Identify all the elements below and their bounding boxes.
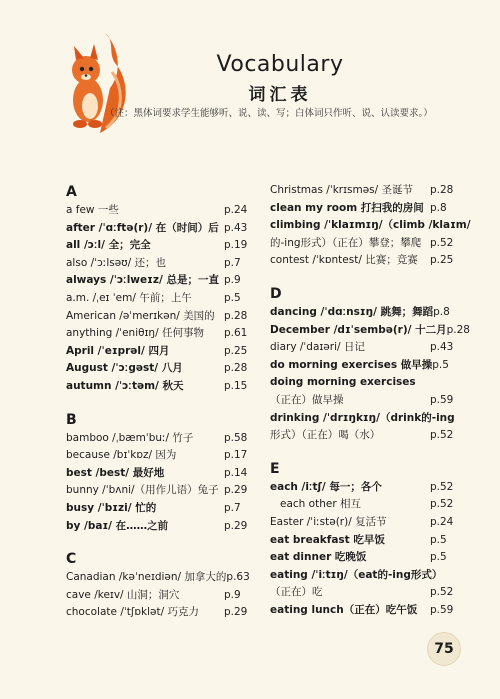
entry-text: eating lunch（正在）吃午饭 bbox=[270, 603, 418, 616]
vocabulary-entry bbox=[66, 500, 254, 518]
entry-page-ref: p.43 bbox=[430, 341, 454, 354]
entry-page-ref: p.7 bbox=[224, 256, 241, 269]
vocabulary-entry bbox=[66, 237, 254, 255]
vocabulary-entry bbox=[66, 465, 254, 483]
entry-page-ref: p.28 bbox=[224, 309, 248, 322]
vocabulary-entry bbox=[270, 304, 460, 322]
section-gap bbox=[270, 270, 460, 284]
vocabulary-entry bbox=[270, 496, 460, 514]
entry-text: 的-ing形式）（正在）攀登；攀爬 bbox=[270, 236, 422, 249]
entry-page-ref: p.52 bbox=[430, 498, 454, 511]
vocabulary-entry bbox=[270, 584, 460, 602]
vocabulary-entry bbox=[270, 182, 460, 200]
entry-text: contest /ˈkɒntest/ 比赛；竞赛 bbox=[270, 254, 418, 267]
entry-text: August /ˈɔːgəst/ 八月 bbox=[66, 362, 183, 375]
entry-text: each other 相互 bbox=[280, 498, 361, 511]
vocabulary-entry bbox=[270, 357, 460, 375]
entry-text: climbing /ˈklaɪmɪŋ/（climb /klaɪm/ bbox=[270, 219, 471, 232]
vocabulary-entry bbox=[66, 343, 254, 361]
vocabulary-entry bbox=[66, 587, 254, 605]
vocabulary-entry bbox=[270, 392, 460, 410]
entry-page-ref: p.9 bbox=[224, 588, 241, 601]
entry-text: because /bɪˈkɒz/ 因为 bbox=[66, 449, 177, 462]
entry-text: bamboo /ˌbæmˈbuː/ 竹子 bbox=[66, 431, 194, 444]
vocabulary-entry bbox=[270, 217, 471, 235]
entry-text: eat dinner 吃晚饭 bbox=[270, 551, 367, 564]
entry-text: doing morning exercises bbox=[270, 376, 416, 389]
page-number: 75 bbox=[427, 632, 461, 666]
entry-page-ref: p.28 bbox=[430, 184, 454, 196]
entry-page-ref: p.24 bbox=[430, 515, 454, 528]
entry-page-ref: p.43 bbox=[224, 221, 248, 234]
entry-text: diary /ˈdaɪəri/ 日记 bbox=[270, 341, 365, 354]
section-letter: D bbox=[270, 285, 282, 302]
vocabulary-entry bbox=[270, 549, 460, 567]
entry-text: eat breakfast 吃早饭 bbox=[270, 533, 385, 546]
entry-text: chocolate /ˈtʃɒklət/ 巧克力 bbox=[66, 606, 199, 619]
section-letter: A bbox=[66, 184, 77, 200]
entry-page-ref: p.58 bbox=[224, 431, 248, 444]
vocabulary-entry bbox=[270, 374, 460, 392]
entry-text: best /best/ 最好地 bbox=[66, 466, 165, 479]
entry-text: eating /ˈiːtɪŋ/（eat的-ing形式） bbox=[270, 568, 443, 581]
page-title: Vocabulary bbox=[216, 52, 344, 77]
vocabulary-entry bbox=[270, 235, 460, 253]
section-letter: B bbox=[66, 411, 77, 428]
entry-page-ref: p.14 bbox=[224, 466, 248, 479]
section-gap bbox=[66, 396, 254, 410]
entry-page-ref: p.19 bbox=[224, 239, 248, 252]
vocabulary-entry bbox=[66, 255, 254, 273]
entry-page-ref: p.5 bbox=[430, 551, 447, 564]
vocabulary-column-right bbox=[270, 182, 471, 619]
vocabulary-entry bbox=[270, 567, 460, 585]
vocabulary-entry bbox=[66, 518, 254, 536]
entry-text: Canadian /kəˈneɪdiən/ 加拿大的 bbox=[66, 571, 227, 584]
vocabulary-entry bbox=[270, 252, 460, 270]
entry-text: also /ˈɔːlsəʊ/ 还；也 bbox=[66, 256, 167, 269]
vocabulary-entry bbox=[66, 447, 254, 465]
entry-text: after /ˈɑːftə(r)/ 在（时间）后 bbox=[66, 221, 219, 234]
entry-page-ref: p.29 bbox=[224, 606, 248, 619]
entry-text: drinking /ˈdrɪŋkɪŋ/（drink的-ing bbox=[270, 411, 455, 424]
vocabulary-entry bbox=[270, 479, 460, 497]
entry-text: bunny /ˈbʌni/（用作儿语）兔子 bbox=[66, 484, 219, 497]
page-subtitle: 词汇表 bbox=[248, 85, 312, 105]
vocabulary-entry bbox=[66, 482, 254, 500]
entry-page-ref: p.29 bbox=[224, 484, 248, 497]
entry-text: dancing /ˈdɑːnsɪŋ/ 跳舞；舞蹈 bbox=[270, 305, 434, 318]
entry-page-ref: p.28 bbox=[224, 362, 248, 375]
entry-text: American /əˈmerɪkən/ 美国的 bbox=[66, 309, 215, 322]
entry-page-ref: p.52 bbox=[430, 480, 454, 493]
entry-text: do morning exercises 做早操 bbox=[270, 358, 433, 371]
vocabulary-entry bbox=[66, 360, 254, 378]
section-letter: E bbox=[270, 460, 280, 477]
entry-page-ref: p.61 bbox=[224, 327, 248, 340]
vocabulary-note: （注：黑体词要求学生能够听、说、读、写；白体词只作听、说、认读要求。） bbox=[105, 108, 433, 119]
vocabulary-entry bbox=[66, 569, 254, 587]
vocabulary-entry bbox=[66, 378, 254, 396]
entry-text: busy /ˈbɪzi/ 忙的 bbox=[66, 501, 157, 514]
entry-page-ref: p.8 bbox=[433, 305, 450, 318]
vocabulary-entry bbox=[270, 200, 460, 218]
vocabulary-entry bbox=[66, 202, 254, 220]
vocabulary-entry bbox=[66, 220, 254, 238]
entry-text: （正在）吃 bbox=[270, 586, 323, 599]
entry-text: cave /keɪv/ 山洞；洞穴 bbox=[66, 588, 180, 601]
entry-text: December /dɪˈsembə(r)/ 十二月 bbox=[270, 323, 447, 336]
entry-page-ref: p.5 bbox=[432, 358, 449, 371]
section-letter: C bbox=[66, 551, 77, 568]
section-gap bbox=[270, 445, 460, 459]
vocabulary-entry bbox=[66, 272, 254, 290]
entry-page-ref: p.63 bbox=[226, 571, 250, 584]
vocabulary-entry bbox=[270, 427, 460, 445]
entry-text: anything /ˈeniθɪŋ/ 任何事物 bbox=[66, 327, 204, 340]
entry-page-ref: p.52 bbox=[430, 429, 454, 442]
entry-page-ref: p.52 bbox=[430, 586, 454, 599]
entry-page-ref: p.59 bbox=[430, 603, 454, 616]
entry-page-ref: p.5 bbox=[430, 533, 447, 546]
entry-text: by /baɪ/ 在……之前 bbox=[66, 519, 169, 532]
entry-text: a.m. /ˌeɪ ˈem/ 午前；上午 bbox=[66, 291, 192, 304]
entry-page-ref: p.15 bbox=[224, 379, 248, 392]
entry-text: each /iːtʃ/ 每一；各个 bbox=[270, 480, 382, 493]
entry-text: （正在）做早操 bbox=[270, 393, 344, 406]
entry-text: all /ɔːl/ 全；完全 bbox=[66, 239, 151, 252]
entry-page-ref: p.29 bbox=[224, 519, 248, 532]
entry-text: always /ˈɔːlweɪz/ 总是；一直 bbox=[66, 274, 219, 287]
vocabulary-entry bbox=[270, 322, 470, 340]
entry-page-ref: p.7 bbox=[224, 501, 241, 514]
entry-page-ref: p.17 bbox=[224, 449, 248, 462]
entry-page-ref: p.9 bbox=[224, 274, 241, 287]
vocabulary-entry bbox=[270, 339, 460, 357]
entry-page-ref: p.25 bbox=[224, 344, 248, 357]
entry-page-ref: p.59 bbox=[430, 393, 454, 406]
entry-page-ref: p.52 bbox=[430, 236, 454, 249]
vocabulary-column-left bbox=[66, 182, 254, 622]
entry-text: Christmas /ˈkrɪsməs/ 圣诞节 bbox=[270, 184, 414, 196]
vocabulary-entry bbox=[66, 325, 254, 343]
vocabulary-entry bbox=[270, 410, 460, 428]
section-gap bbox=[66, 535, 254, 549]
vocabulary-entry bbox=[270, 602, 460, 620]
entry-text: clean my room 打扫我的房间 bbox=[270, 201, 424, 214]
vocabulary-entry bbox=[270, 514, 460, 532]
vocabulary-entry bbox=[66, 290, 254, 308]
entry-text: autumn /ˈɔːtəm/ 秋天 bbox=[66, 379, 184, 392]
entry-text: 形式）（正在）喝（水） bbox=[270, 429, 381, 442]
entry-text: a few 一些 bbox=[66, 204, 119, 216]
entry-page-ref: p.8 bbox=[430, 201, 447, 214]
vocabulary-entry bbox=[270, 532, 460, 550]
entry-page-ref: p.5 bbox=[224, 291, 241, 304]
entry-text: Easter /ˈiːstə(r)/ 复活节 bbox=[270, 515, 387, 528]
vocabulary-entry bbox=[66, 308, 254, 326]
entry-text: April /ˈeɪprəl/ 四月 bbox=[66, 344, 170, 357]
entry-page-ref: p.25 bbox=[430, 254, 454, 267]
entry-page-ref: p.24 bbox=[224, 204, 248, 216]
entry-page-ref: p.28 bbox=[446, 323, 470, 336]
vocabulary-entry bbox=[66, 604, 254, 622]
vocabulary-entry bbox=[66, 430, 254, 448]
